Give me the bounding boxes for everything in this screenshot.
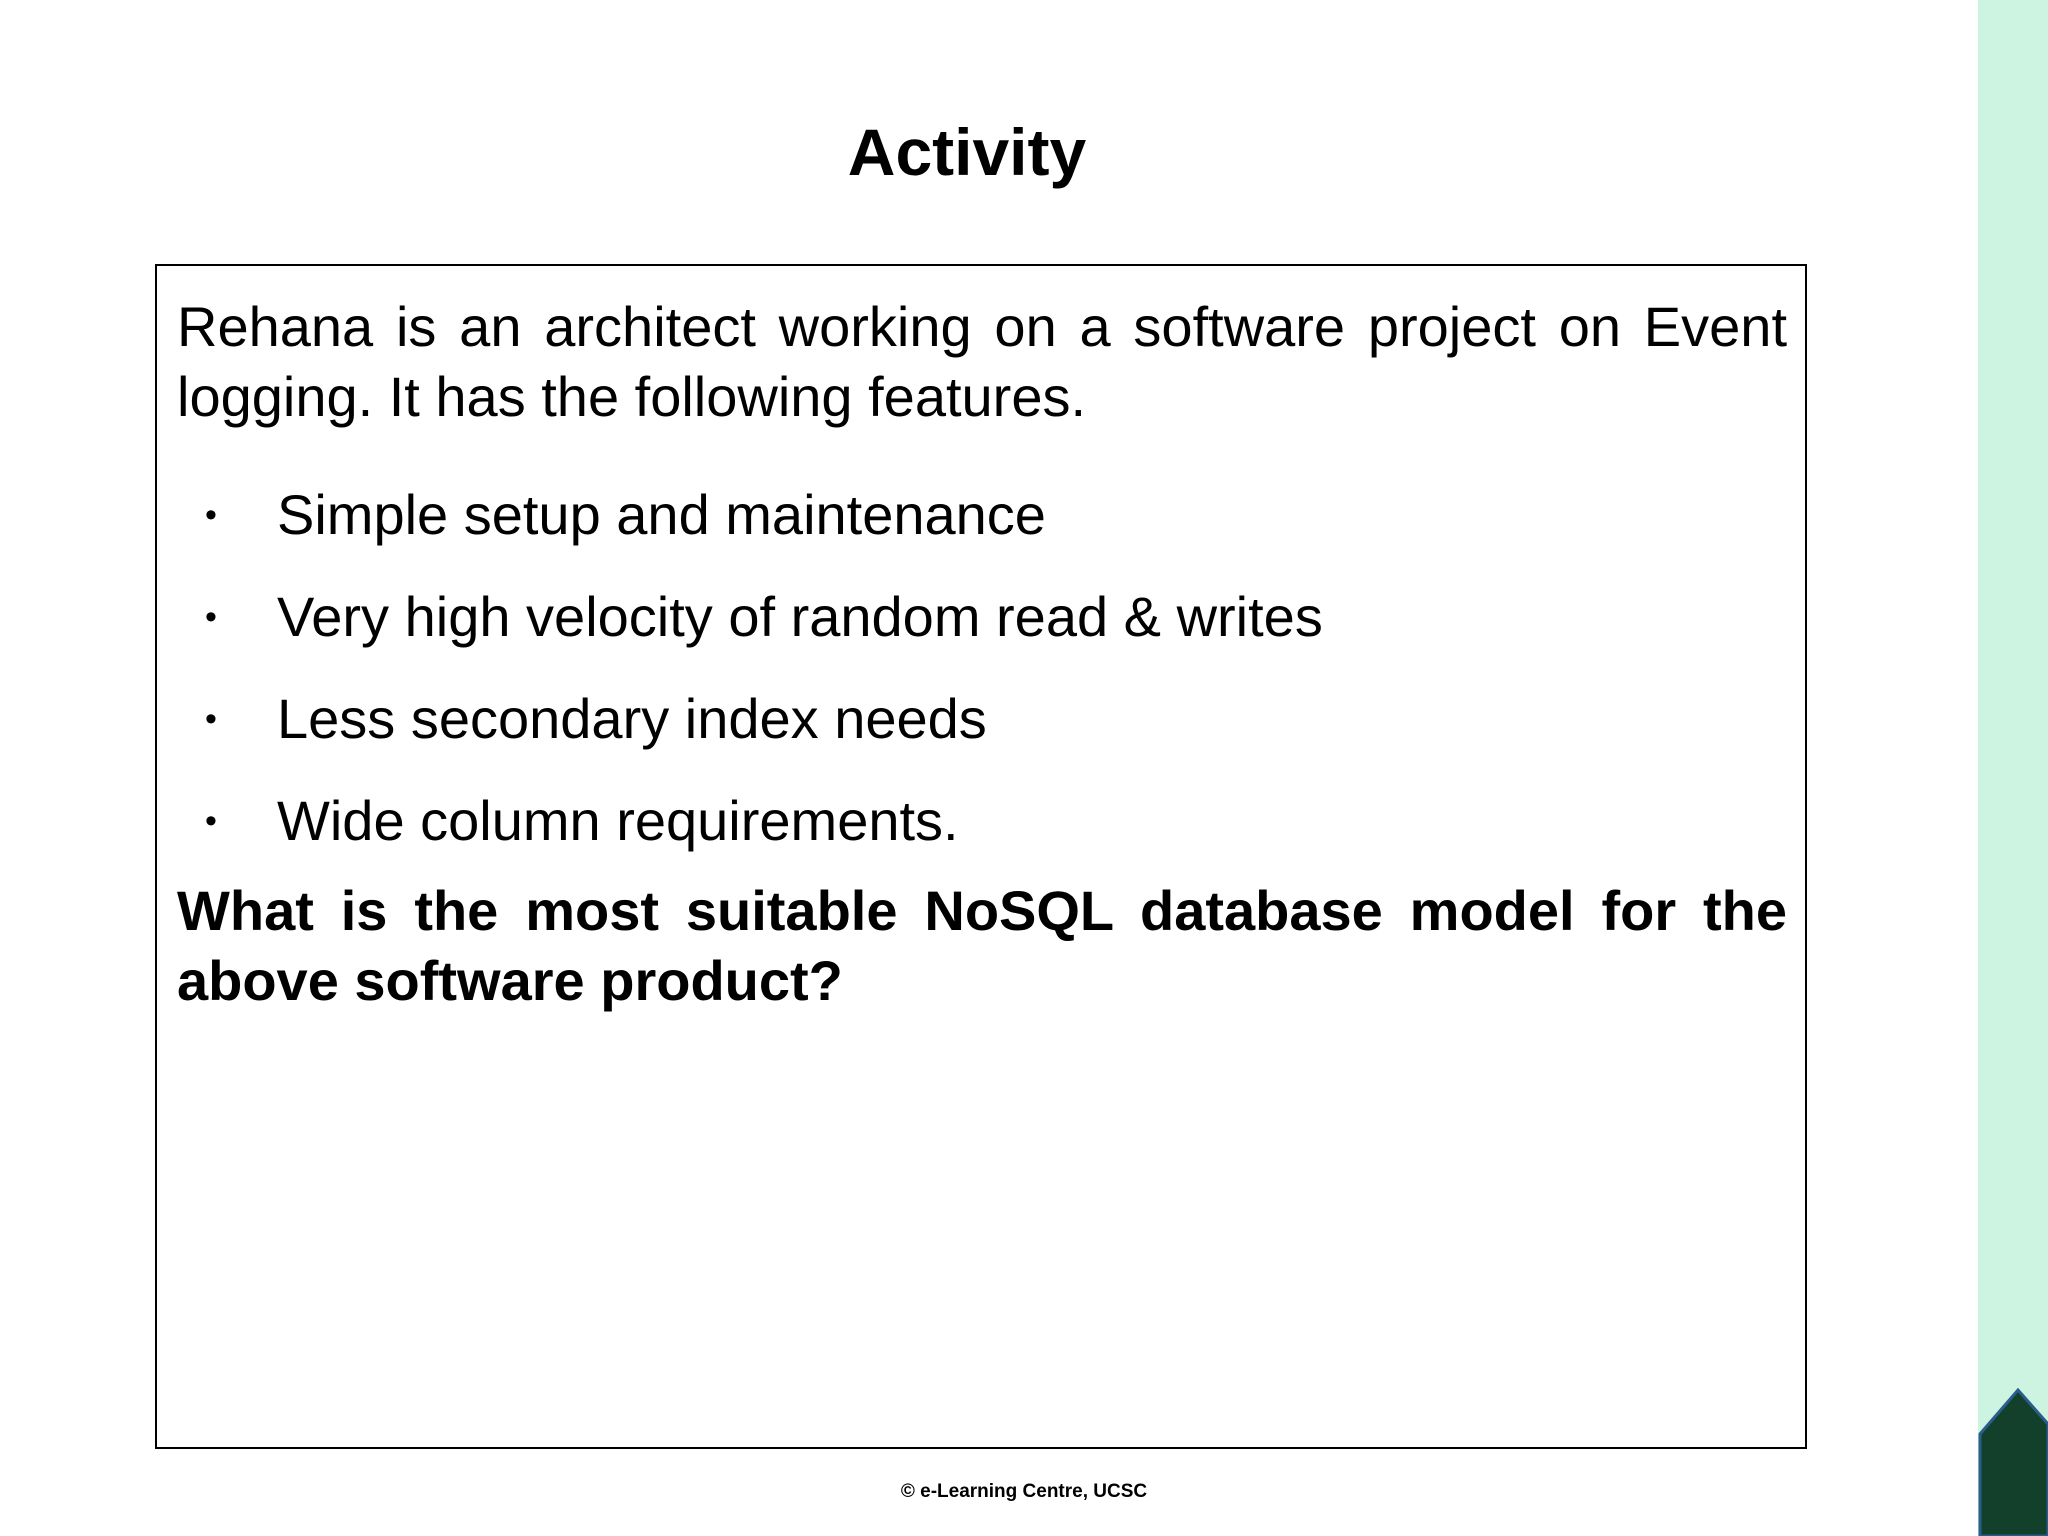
copyright-footer: © e-Learning Centre, UCSC	[900, 1481, 1148, 1502]
feature-text: Wide column requirements.	[277, 789, 959, 852]
feature-text: Less secondary index needs	[277, 687, 987, 750]
question-text: What is the most suitable NoSQL database model for the above software product?	[177, 879, 1787, 1012]
bullet-icon: •	[205, 802, 217, 840]
feature-text: Very high velocity of random read & writes	[277, 585, 1323, 648]
activity-box	[155, 264, 1807, 1449]
feature-text: Simple setup and maintenance	[277, 483, 1046, 546]
bullet-icon: •	[205, 598, 217, 636]
side-accent-band	[1978, 0, 2048, 1536]
slide-title: Activity	[847, 115, 1087, 189]
bullet-icon: •	[205, 700, 217, 738]
bullet-icon: •	[205, 496, 217, 534]
intro-paragraph: Rehana is an architect working on a software project on Event logging. It has the following features.	[177, 295, 1787, 428]
feature-item	[177, 566, 1787, 668]
feature-item	[177, 464, 1787, 566]
feature-item	[177, 668, 1787, 770]
home-icon[interactable]	[1978, 1384, 2048, 1536]
feature-list	[177, 464, 1787, 872]
feature-item	[177, 770, 1787, 872]
